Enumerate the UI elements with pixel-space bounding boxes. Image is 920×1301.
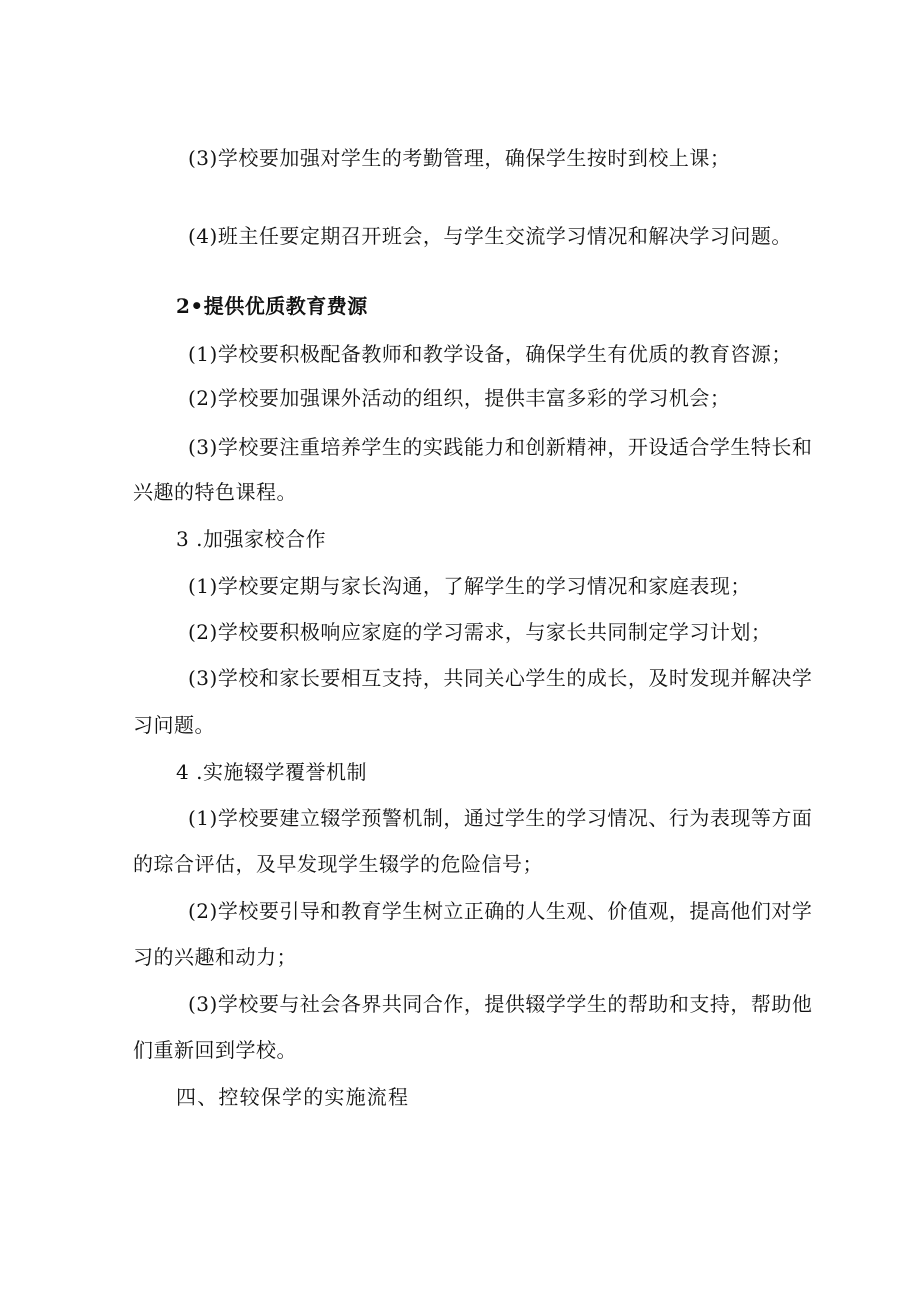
- paragraph-warning-mechanism-cont: 的琮合评估，及早发现学生辍学的危险信号；: [133, 852, 543, 876]
- paragraph-extracurricular: (2)学校要加强课外活动的组织，提供丰富多彩的学习机会；: [188, 386, 731, 410]
- paragraph-social-cooperation-cont: 们重新回到学校。: [133, 1038, 297, 1062]
- paragraph-class-meeting: (4)班主任要定期召开班会，与学生交流学习情况和解决学习问题。: [188, 224, 792, 248]
- paragraph-attendance: (3)学校要加强对学生的考勤管理，确保学生按时到校上课；: [188, 146, 731, 170]
- paragraph-mutual-support: (3)学校和家长要相互支持，共同关心学生的成长，及时发现并解决学: [188, 666, 813, 690]
- paragraph-practice-ability: (3)学校要注重培养学生的实践能力和创新精神，开设适合学生特长和: [188, 435, 813, 459]
- section-heading-3: 3 .加强家校合作: [176, 527, 326, 551]
- paragraph-parent-communication: (1)学校要定期与家长沟通，了解学生的学习情况和家庭表现；: [188, 574, 751, 598]
- paragraph-values-guidance: (2)学校要引导和教育学生树立正确的人生观、价值观，提高他们对学: [188, 899, 813, 923]
- paragraph-practice-ability-cont: 兴趣的特色课程。: [133, 480, 297, 504]
- paragraph-social-cooperation: (3)学校要与社会各界共同合作，提供辍学学生的帮助和支持，帮助他: [188, 992, 813, 1016]
- chapter-heading-4: 四、控较保学的实施流程: [176, 1085, 410, 1109]
- section-heading-2: 2•提供优质教育费源: [176, 294, 368, 318]
- paragraph-mutual-support-cont: 习问题。: [133, 713, 215, 737]
- paragraph-teachers-equipment: (1)学校要积极配备教师和教学设备，确保学生有优质的教育咨源；: [188, 342, 792, 366]
- paragraph-family-needs: (2)学校要积极响应家庭的学习需求，与家长共同制定学习计划；: [188, 620, 772, 644]
- paragraph-warning-mechanism: (1)学校要建立辍学预警机制，通过学生的学习情况、行为表现等方面: [188, 806, 813, 830]
- section-heading-4: 4 .实施辍学覆誉机制: [176, 760, 367, 784]
- paragraph-values-guidance-cont: 习的兴趣和动力；: [133, 945, 297, 969]
